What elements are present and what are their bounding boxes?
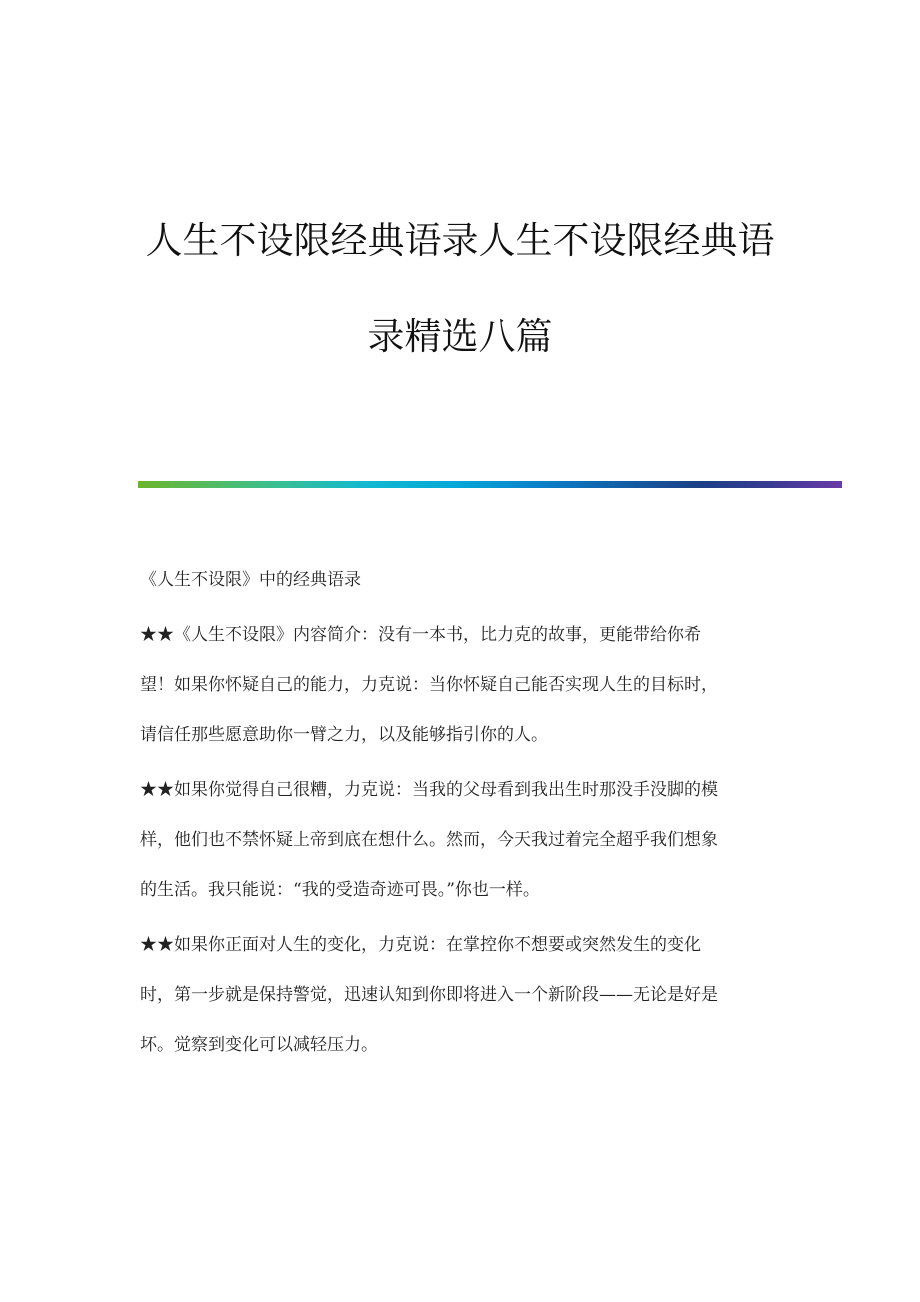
- gradient-divider: [138, 481, 842, 488]
- paragraph-line: 坏。觉察到变化可以减轻压力。: [140, 1035, 378, 1055]
- paragraph-line: 的生活。我只能说：“我的受造奇迹可畏。”你也一样。: [140, 880, 540, 900]
- paragraph-line: 请信任那些愿意助你一臂之力，以及能够指引你的人。: [140, 725, 548, 745]
- paragraph-line: 时，第一步就是保持警觉，迅速认知到你即将进入一个新阶段——无论是好是: [140, 985, 718, 1005]
- paragraph-line: ★★如果你正面对人生的变化，力克说：在掌控你不想要或突然发生的变化: [140, 935, 701, 955]
- paragraph-1: [140, 620, 780, 770]
- paragraph-line: ★★如果你觉得自己很糟，力克说：当我的父母看到我出生时那没手没脚的模: [140, 780, 718, 800]
- paragraph-line: 样，他们也不禁怀疑上帝到底在想什么。然而，今天我过着完全超乎我们想象: [140, 830, 718, 850]
- paragraph-2: [140, 775, 780, 925]
- document-body: [140, 565, 780, 1080]
- document-title-line-1: 人生不设限经典语录人生不设限经典语: [145, 219, 775, 262]
- paragraph-3: [140, 930, 780, 1080]
- paragraph-line: ★★《人生不设限》内容简介：没有一本书，比力克的故事，更能带给你希: [140, 625, 701, 645]
- paragraph-line: 望！如果你怀疑自己的能力，力克说：当你怀疑自己能否实现人生的目标时，: [140, 675, 718, 695]
- document-title-line-2: 录精选八篇: [367, 315, 553, 358]
- section-heading: 《人生不设限》中的经典语录: [140, 570, 361, 590]
